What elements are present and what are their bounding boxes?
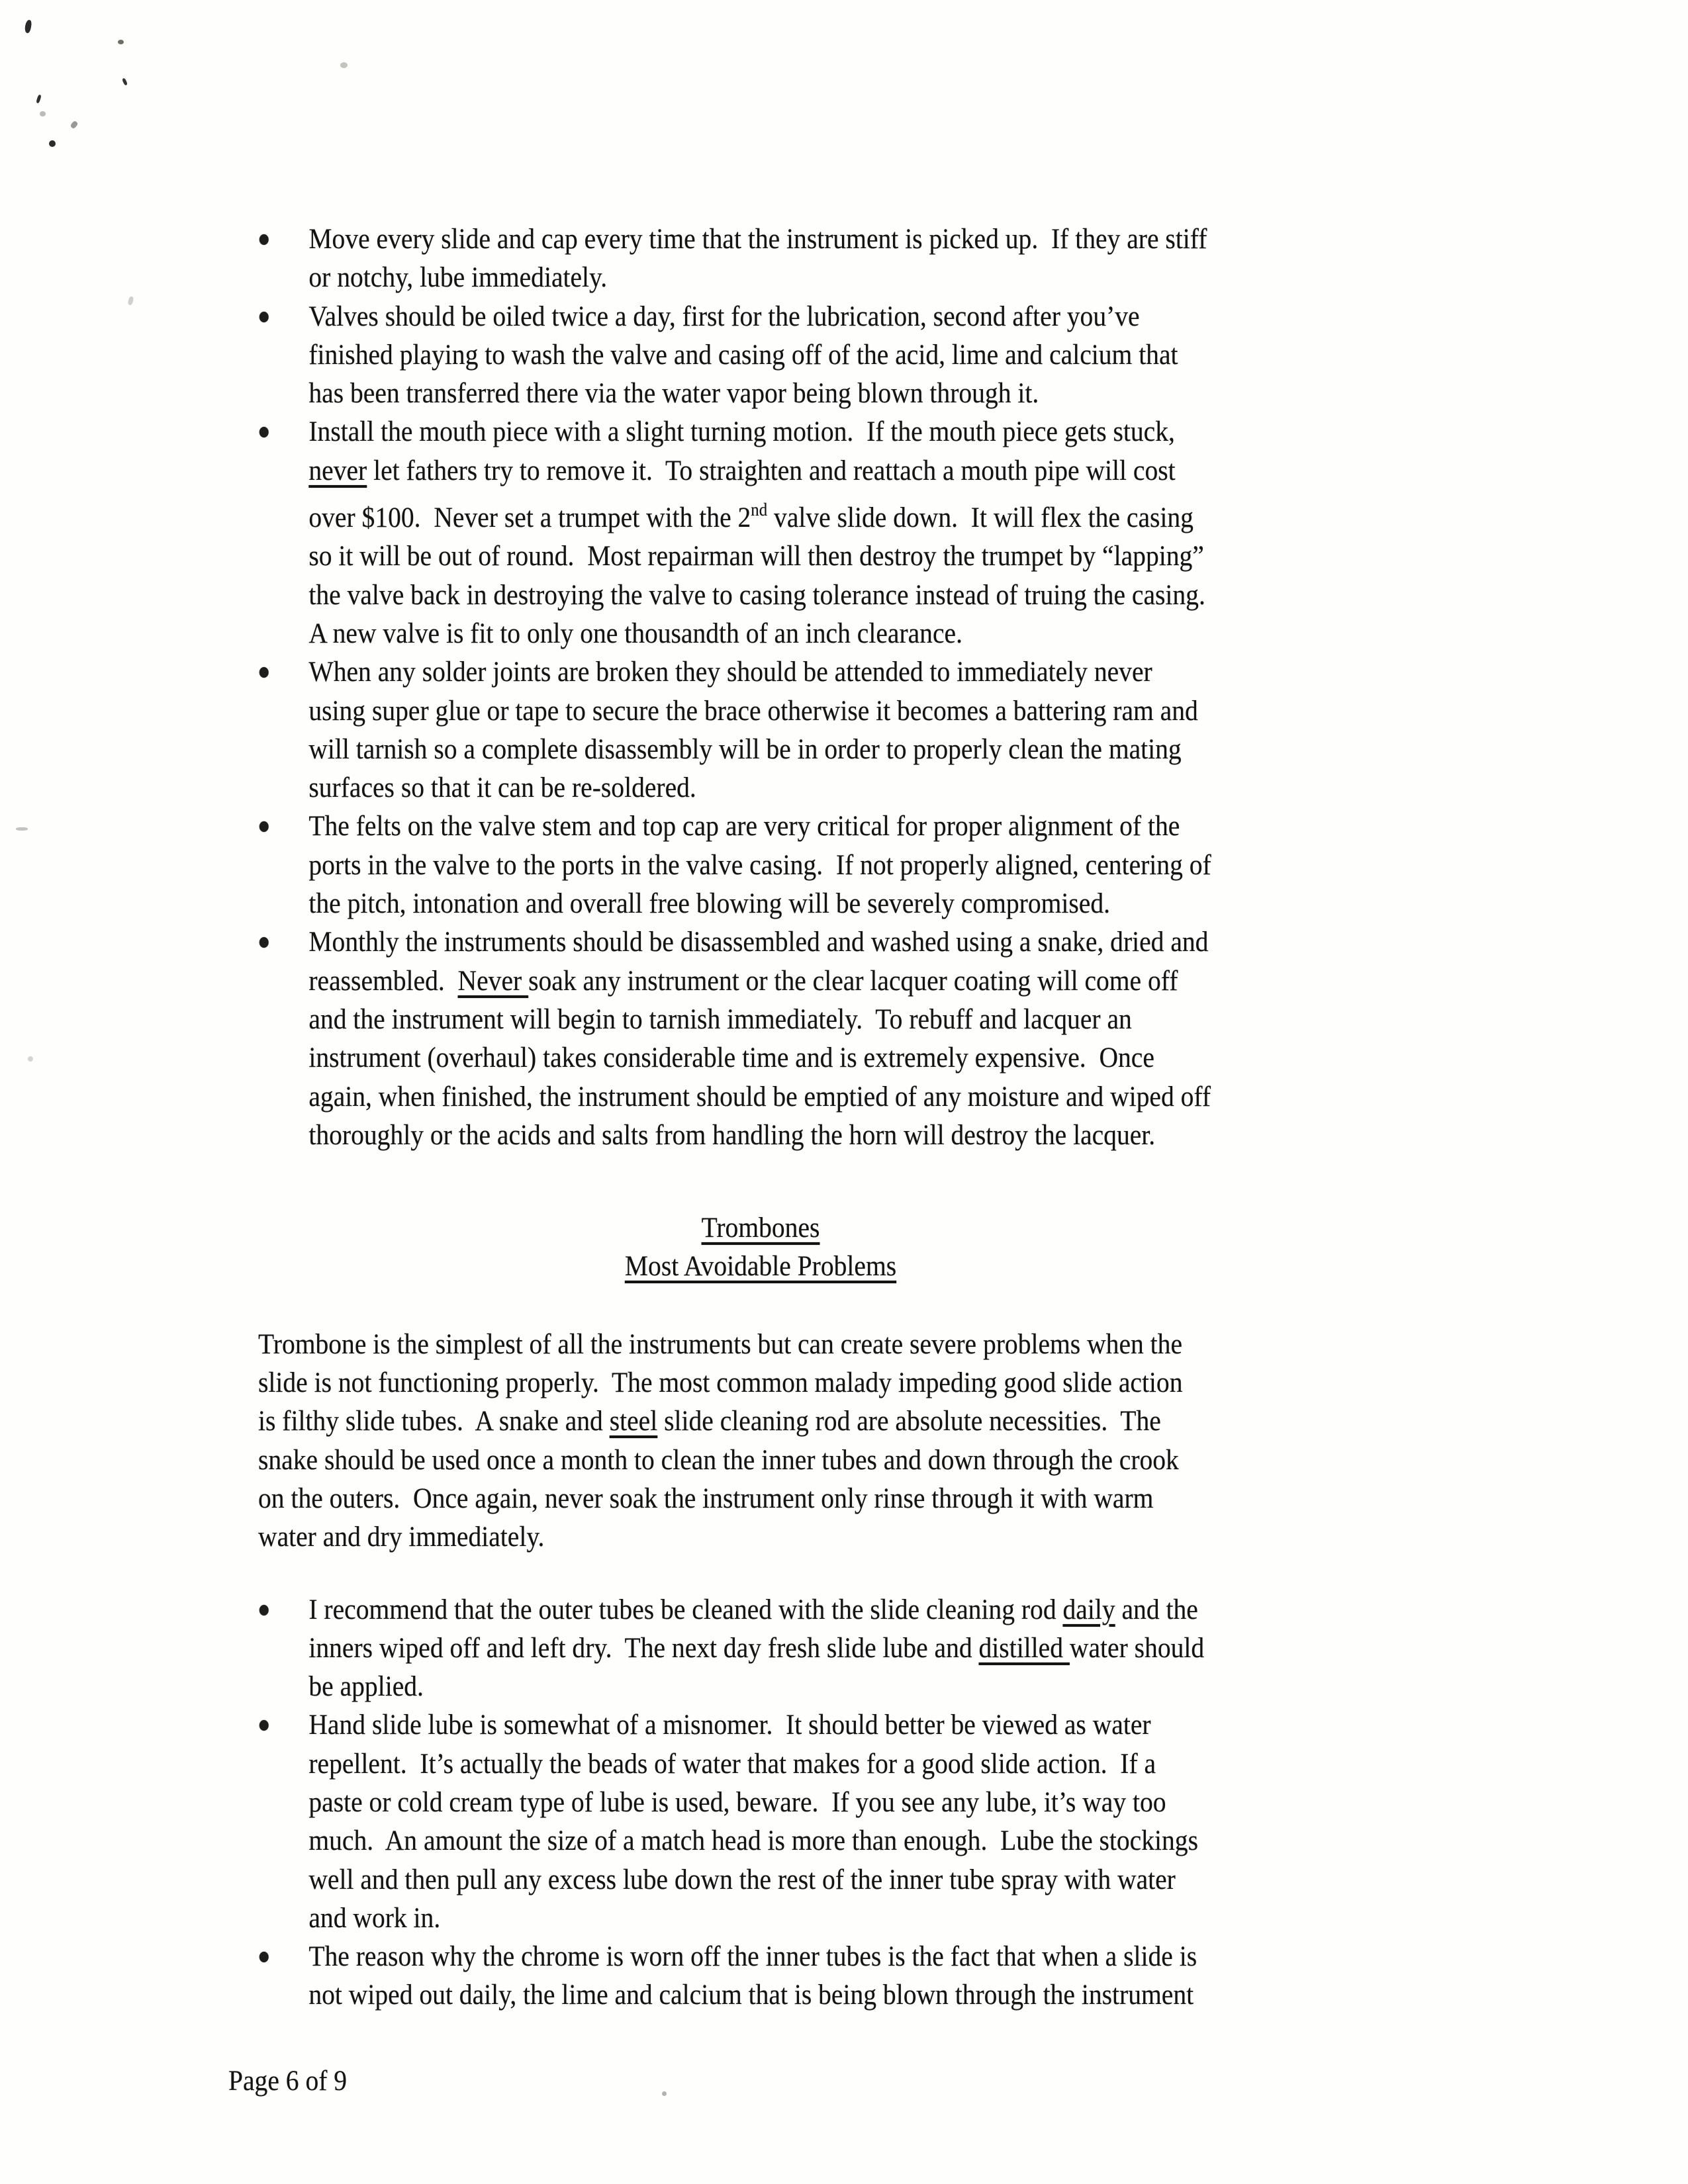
section-heading-title: Trombones bbox=[701, 1212, 820, 1244]
section-heading-subtitle: Most Avoidable Problems bbox=[624, 1251, 897, 1283]
scan-speck bbox=[70, 120, 78, 130]
bullet-item-hand-slide-lube bbox=[258, 1706, 1373, 1938]
scan-speck bbox=[118, 40, 124, 44]
bullet-marker-icon bbox=[259, 667, 269, 678]
page-content bbox=[258, 220, 1373, 2015]
bullet-item-move-slides bbox=[258, 220, 1373, 298]
bullet-text: Move every slide and cap every time that the instrument is picked up. If they are stiff or notchy, lube immediately. bbox=[308, 224, 1207, 294]
bullet-text: When any solder joints are broken they should be attended to immediately never using super glue or tape to secure the brace otherwise it becomes a battering ram and will tarnish so a complete disassembly will be in order to properly clean the mating surfaces so that it can be re-soldered. bbox=[308, 657, 1198, 804]
bullet-marker-icon bbox=[259, 427, 269, 437]
trombone-intro-paragraph: Trombone is the simplest of all the instruments but can create severe problems when the slide is not functioning properly. The most common malady impeding good slide action is filthy slide tubes. A snake and steel slide cleaning rod are absolute necessities. The snake should be used once a month to clean the inner tubes and down through the crook on the outers. Once again, never soak the instrument only rinse through it with warm water and dry immediately. bbox=[258, 1328, 1183, 1553]
bullet-marker-icon bbox=[259, 234, 269, 245]
scan-speck bbox=[24, 19, 32, 33]
page-number: Page 6 of 9 bbox=[228, 2066, 348, 2097]
bullet-marker-icon bbox=[259, 937, 269, 948]
scan-speck bbox=[40, 111, 46, 116]
bullet-item-mouthpiece bbox=[258, 413, 1373, 653]
bullet-item-solder-joints bbox=[258, 653, 1373, 807]
scan-speck bbox=[28, 1056, 33, 1062]
scan-speck bbox=[16, 827, 28, 831]
bullet-text: Hand slide lube is somewhat of a misnomer. It should better be viewed as water repellent. It’s actually the beads of water that makes for a good slide action. If a paste or cold cream type of lube is used, beware. If you see any lube, it’s way too much. An amount the size of a match head is more than enough. Lube the stockings well and then pull any excess lube down the rest of the inner tube spray with water and work in. bbox=[308, 1709, 1198, 1934]
bullet-item-outer-tube-cleaning bbox=[258, 1591, 1373, 1707]
bullet-text: Install the mouth piece with a slight turning motion. If the mouth piece gets stuck, never let fathers try to remove it. To straighten and reattach a mouth pipe will cost over $100. Never set a trumpet with the 2nd valve slide down. It will flex the casing so it will be out of round. Most repairman will then destroy the trumpet by “lapping” the valve back in destroying the valve to casing tolerance instead of truing the casing. A new valve is fit to only one thousandth of an inch clearance. bbox=[308, 416, 1205, 649]
bullet-item-valve-oiling bbox=[258, 298, 1373, 414]
scan-speck bbox=[49, 140, 56, 147]
bullet-marker-icon bbox=[259, 1605, 269, 1615]
bullet-text: The reason why the chrome is worn off the inner tubes is the fact that when a slide is not wiped out daily, the lime and calcium that is being blown through the instrument bbox=[308, 1941, 1197, 2011]
scan-speck bbox=[122, 77, 128, 85]
section-heading bbox=[258, 1209, 1263, 1287]
bullet-item-valve-felts bbox=[258, 807, 1373, 923]
scan-speck bbox=[36, 95, 42, 104]
bullet-text: Monthly the instruments should be disassembled and washed using a snake, dried and reassembled. Never soak any instrument or the clear lacquer coating will come off and the instrument will begin to tarnish immediately. To rebuff and lacquer an instrument (overhaul) takes considerable time and is extremely expensive. Once again, when finished, the instrument should be emptied of any moisture and wiped off thoroughly or the acids and salts from handling the horn will destroy the lacquer. bbox=[308, 927, 1211, 1151]
bullet-text: I recommend that the outer tubes be cleaned with the slide cleaning rod daily and the inners wiped off and left dry. The next day fresh slide lube and distilled water should be applied. bbox=[308, 1594, 1205, 1703]
bullet-item-chrome-wear bbox=[258, 1938, 1373, 2015]
bullet-item-monthly-wash bbox=[258, 923, 1373, 1155]
bullet-marker-icon bbox=[259, 821, 269, 832]
bullet-marker-icon bbox=[259, 1952, 269, 1962]
bullet-text: Valves should be oiled twice a day, first for the lubrication, second after you’ve finished playing to wash the valve and casing off of the acid, lime and calcium that has been transferred there via the water vapor being blown through it. bbox=[308, 300, 1178, 410]
scan-speck bbox=[340, 62, 348, 68]
scan-speck bbox=[127, 296, 134, 305]
bullet-marker-icon bbox=[259, 1720, 269, 1731]
bullet-text: The felts on the valve stem and top cap are very critical for proper alignment of the ports in the valve to the ports in the valve casing. If not properly aligned, centering of the pitch, intonation and overall free blowing will be severely compromised. bbox=[308, 811, 1211, 920]
scan-speck bbox=[662, 2091, 667, 2096]
bullet-marker-icon bbox=[259, 312, 269, 322]
